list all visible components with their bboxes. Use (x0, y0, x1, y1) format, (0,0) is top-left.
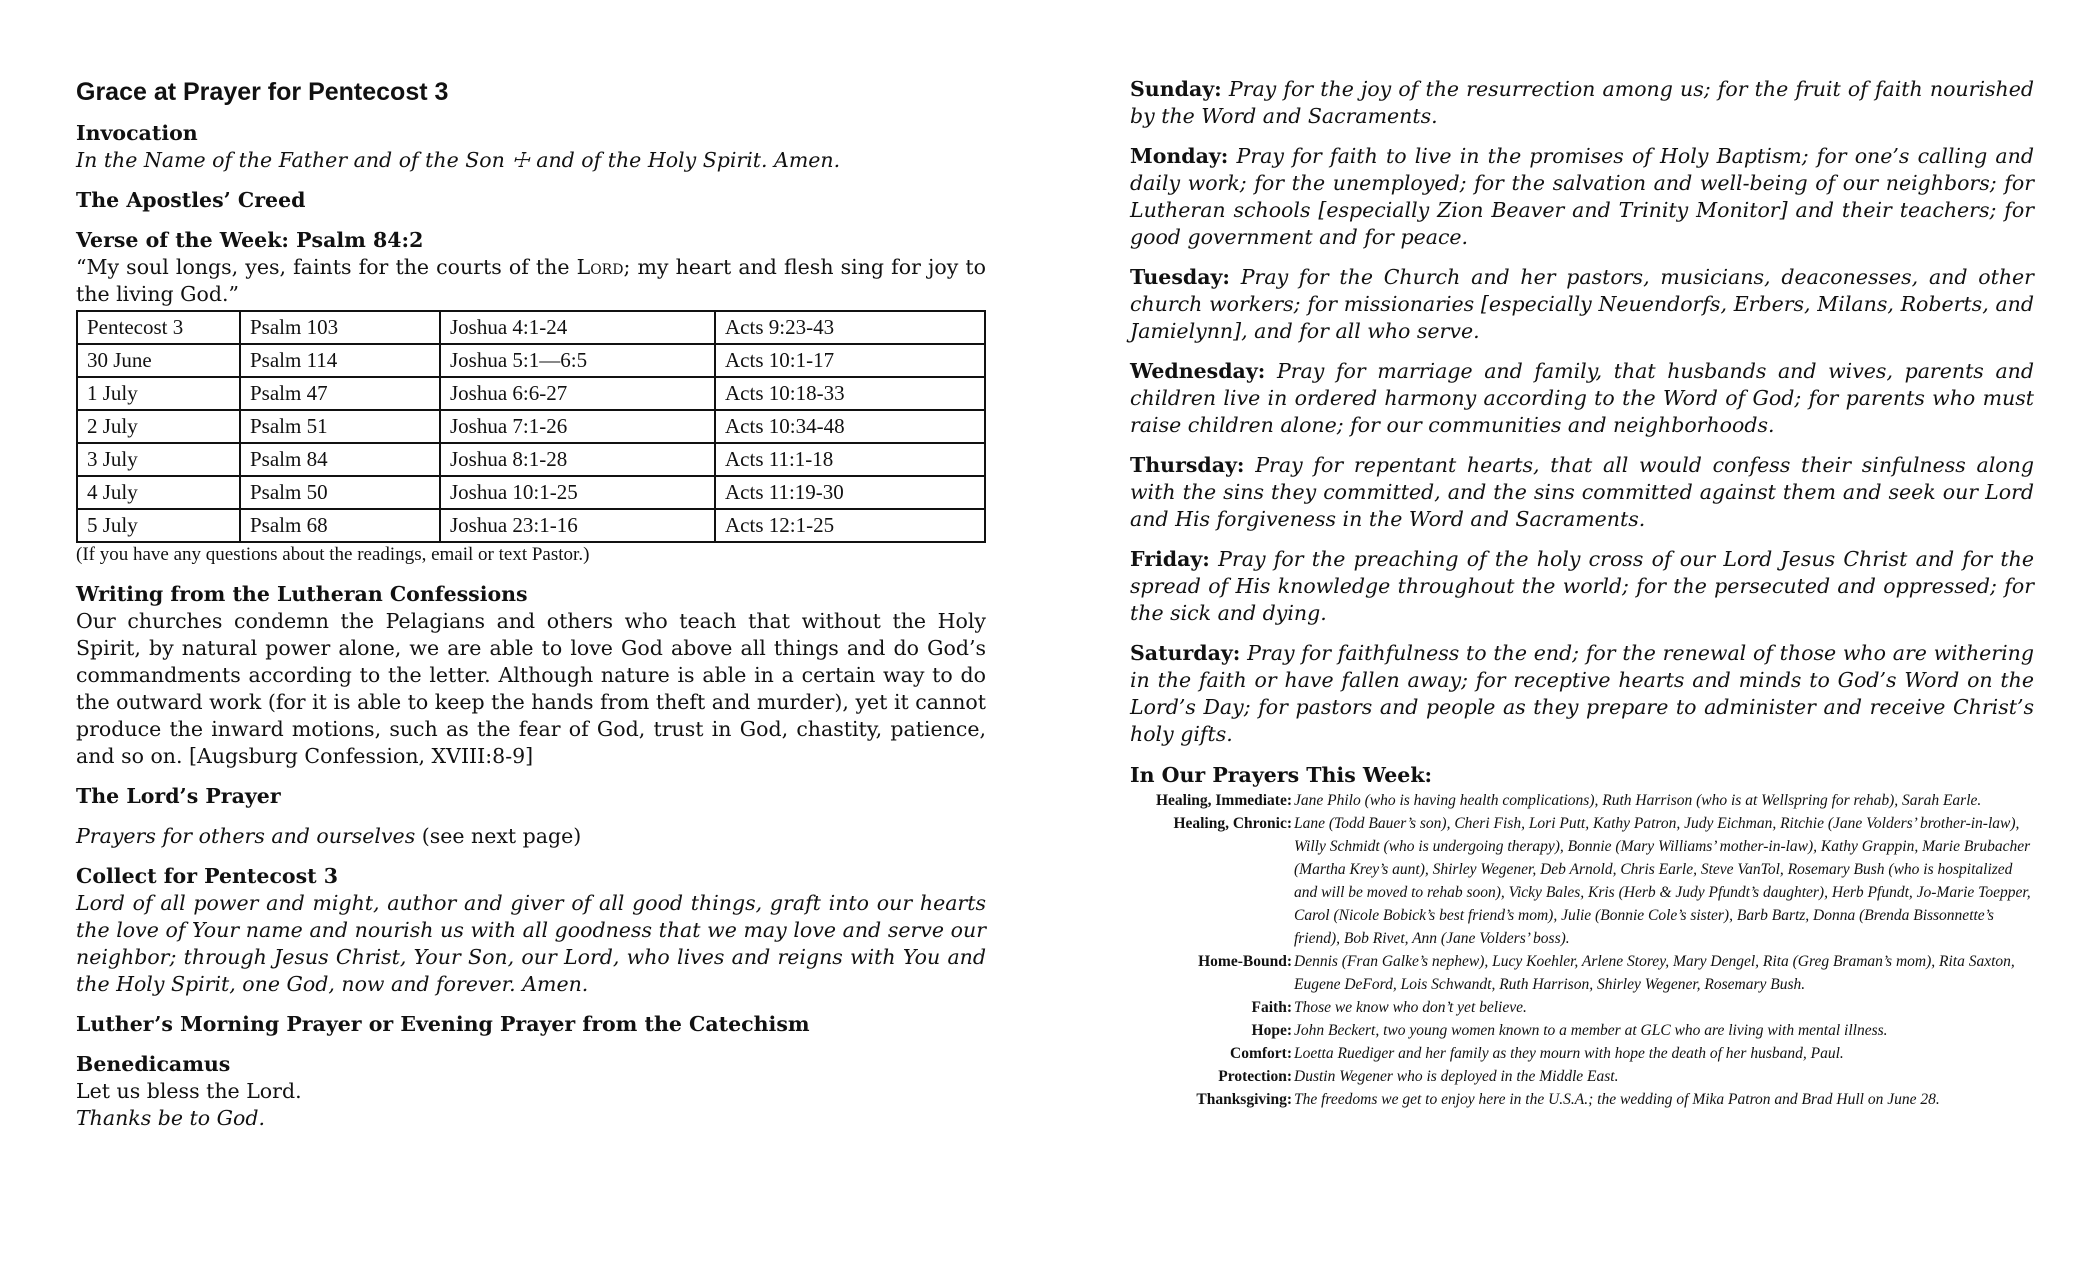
benedicamus-line-1: Let us bless the Lord. (76, 1079, 302, 1103)
left-page (76, 0, 986, 1275)
table-cell: Psalm 103 (240, 311, 440, 344)
table-cell: 4 July (77, 476, 240, 509)
verse-lord: Lord (576, 255, 624, 279)
table-cell: Joshua 5:1—6:5 (440, 344, 715, 377)
day-prayer-text: Pray for the preaching of the holy cross of our Lord Jesus Christ and for the spread of His knowledge throughout the world; for the persecuted and oppressed; for the sick and dying. (1130, 547, 2034, 625)
table-cell: Joshua 8:1-28 (440, 443, 715, 476)
readings-table (76, 310, 986, 543)
confessions-text: Our churches condemn the Pelagians and others who teach that without the Holy Spirit, by natural power alone, we are able to love God above all things and do God’s commandments according to the letter. Although nature is able in a certain way to do the outward work (for it is able to keep the hands from theft and murder), yet it cannot produce the inward motions, such as the fear of God, trust in God, chastity, patience, and so on. [Augsburg Confession, XVIII:8-9] (76, 609, 986, 768)
table-cell: 2 July (77, 410, 240, 443)
day-label: Sunday: (1130, 77, 1222, 101)
verse-text-after: ; my heart and flesh sing for joy to the living God.” (76, 255, 986, 306)
table-cell: Psalm 84 (240, 443, 440, 476)
invocation-section (76, 120, 986, 174)
table-row (77, 443, 985, 476)
prayer-list-row (1130, 950, 2034, 996)
day-prayer-text: Pray for faith to live in the promises of Holy Baptism; for one’s calling and daily work; for the unemployed; for the salvation and well-being of our neighbors; for Lutheran schools [especially Zion Beaver and Trinity Monitor] and their teachers; for good government and for peace. (1130, 144, 2034, 249)
daily-prayer-item (1130, 358, 2034, 439)
daily-prayer-item (1130, 452, 2034, 533)
prayer-list-row (1130, 996, 2034, 1019)
table-cell: Acts 11:19-30 (715, 476, 985, 509)
prayer-names: Loetta Ruediger and her family as they mourn with hope the death of her husband, Paul. (1294, 1045, 1844, 1062)
table-row (77, 344, 985, 377)
prayer-names: Lane (Todd Bauer’s son), Cheri Fish, Lori Putt, Kathy Patron, Judy Eichman, Ritchie (Jane Volders’ brother-in-law), Willy Schmidt (who is undergoing therapy), Bonnie (Mary Williams’ mother-in-law), Kathy Grappin, Marie Brubacher (Martha Krey’s aunt), Shirley Wegener, Deb Arnold, Chris Earle, Steve VanTol, Rosemary Bush (who is hospitalized and will be moved to rehab soon), Vicky Bales, Kris (Herb & Judy Pfundt’s daughter), Herb Pfundt, Jo-Marie Toepper, Carol (Nicole Bobick’s best friend’s mom), Julie (Bonnie Cole’s sister), Barb Bartz, Donna (Brenda Bissonnette’s friend), Bob Rivet, Ann (Jane Volders’ boss). (1294, 815, 2031, 947)
prayer-category-label: Home-Bound: (1198, 953, 1292, 970)
table-cell: 5 July (77, 509, 240, 542)
luther-heading: Luther’s Morning Prayer or Evening Prayer from the Catechism (76, 1012, 810, 1036)
table-row (77, 509, 985, 542)
table-cell: Psalm 114 (240, 344, 440, 377)
day-prayer-text: Pray for repentant hearts, that all would confess their sinfulness along with the sins they committed, and the sins committed against them and seek our Lord and His forgiveness in the Word and Sacraments. (1130, 453, 2034, 531)
table-cell: 1 July (77, 377, 240, 410)
table-cell: 30 June (77, 344, 240, 377)
invocation-text: In the Name of the Father and of the Son ☩ and of the Holy Spirit. Amen. (76, 148, 841, 172)
creed-heading: The Apostles’ Creed (76, 188, 306, 212)
prayer-category-label: Faith: (1251, 999, 1292, 1016)
table-cell: Joshua 10:1-25 (440, 476, 715, 509)
prayer-list (1130, 789, 2034, 1111)
prayers-line (76, 823, 986, 850)
readings-note: (If you have any questions about the readings, email or text Pastor.) (76, 544, 590, 565)
right-content (1130, 76, 2034, 1111)
confessions-section (76, 581, 986, 770)
prayer-category-label: Healing, Immediate: (1155, 792, 1292, 809)
table-cell: Acts 10:34-48 (715, 410, 985, 443)
prayer-category-label: Protection: (1218, 1068, 1292, 1085)
day-prayer-text: Pray for the joy of the resurrection among us; for the fruit of faith nourished by the Word and Sacraments. (1130, 77, 2034, 128)
day-label: Friday: (1130, 547, 1210, 571)
table-row (77, 377, 985, 410)
day-label: Wednesday: (1130, 359, 1266, 383)
verse-text (76, 254, 986, 308)
day-label: Monday: (1130, 144, 1229, 168)
prayer-list-row (1130, 1065, 2034, 1088)
table-cell: Psalm 47 (240, 377, 440, 410)
prayer-category-label: Thanksgiving: (1196, 1091, 1292, 1108)
collect-text: Lord of all power and might, author and giver of all good things, graft into our hearts the love of Your name and nourish us with all goodness that we may love and serve our neighbor; through Jesus Christ, Your Son, our Lord, who lives and reigns with You and the Holy Spirit, one God, now and forever. Amen. (76, 891, 986, 996)
table-cell: Acts 10:1-17 (715, 344, 985, 377)
daily-prayer-item (1130, 546, 2034, 627)
table-cell: Joshua 6:6-27 (440, 377, 715, 410)
verse-text-before: “My soul longs, yes, faints for the courts of the (76, 255, 577, 279)
table-cell: Acts 9:23-43 (715, 311, 985, 344)
daily-prayers (1130, 76, 2034, 748)
daily-prayer-item (1130, 143, 2034, 251)
table-cell: Joshua 23:1-16 (440, 509, 715, 542)
verse-heading: Verse of the Week: Psalm 84:2 (76, 228, 424, 252)
prayer-category-label: Hope: (1251, 1022, 1292, 1039)
daily-prayer-item (1130, 76, 2034, 130)
left-content (76, 120, 986, 1132)
day-label: Saturday: (1130, 641, 1241, 665)
collect-heading: Collect for Pentecost 3 (76, 864, 339, 888)
prayers-line-italic: Prayers for others and ourselves (76, 824, 416, 848)
day-prayer-text: Pray for marriage and family, that husbands and wives, parents and children live in ordered harmony according to the Word of God; for parents who must raise children alone; for our communities and neighborhoods. (1130, 359, 2034, 437)
page-title: Grace at Prayer for Pentecost 3 (76, 78, 449, 106)
table-cell: Acts 12:1-25 (715, 509, 985, 542)
lords-prayer-heading: The Lord’s Prayer (76, 784, 281, 808)
prayer-list-row (1130, 789, 2034, 812)
prayer-names: Those we know who don’t yet believe. (1294, 999, 1527, 1016)
prayer-names: Dennis (Fran Galke’s nephew), Lucy Koehler, Arlene Storey, Mary Dengel, Rita (Greg Braman’s mom), Rita Saxton, Eugene DeFord, Lois Schwandt, Ruth Harrison, Shirley Wegener, Rosemary Bush. (1294, 953, 2015, 993)
readings-body (77, 311, 985, 542)
table-cell: Psalm 50 (240, 476, 440, 509)
prayer-list-row (1130, 1088, 2034, 1111)
day-label: Thursday: (1130, 453, 1245, 477)
prayer-list-row (1130, 1042, 2034, 1065)
prayer-category-label: Comfort: (1230, 1045, 1292, 1062)
table-cell: Acts 10:18-33 (715, 377, 985, 410)
prayer-names: The freedoms we get to enjoy here in the U.S.A.; the wedding of Mika Patron and Brad Hull on June 28. (1294, 1091, 1940, 1108)
table-cell: Joshua 7:1-26 (440, 410, 715, 443)
benedicamus-heading: Benedicamus (76, 1052, 231, 1076)
prayer-names: John Beckert, two young women known to a member at GLC who are living with mental illness. (1294, 1022, 1888, 1039)
prayer-list-row (1130, 812, 2034, 950)
day-prayer-text: Pray for the Church and her pastors, musicians, deaconesses, and other church workers; for missionaries [especially Neuendorfs, Erbers, Milans, Roberts, and Jamielynn], and for all who serve. (1130, 265, 2034, 343)
prayer-list-row (1130, 1019, 2034, 1042)
collect-section (76, 863, 986, 998)
prayers-line-normal: (see next page) (415, 824, 582, 848)
creed-section (76, 187, 986, 214)
verse-section (76, 227, 986, 308)
table-cell: 3 July (77, 443, 240, 476)
table-cell: Joshua 4:1-24 (440, 311, 715, 344)
prayer-category-label: Healing, Chronic: (1173, 815, 1292, 832)
table-row (77, 410, 985, 443)
lords-prayer-section (76, 783, 986, 810)
invocation-heading: Invocation (76, 121, 198, 145)
day-prayer-text: Pray for faithfulness to the end; for the renewal of those who are withering in the faith or have fallen away; for receptive hearts and minds to God’s Word on the Lord’s Day; for pastors and people as they prepare to administer and receive Christ’s holy gifts. (1130, 641, 2034, 746)
benedicamus-section (76, 1051, 986, 1132)
table-cell: Psalm 68 (240, 509, 440, 542)
daily-prayer-item (1130, 264, 2034, 345)
table-row (77, 311, 985, 344)
prayer-names: Jane Philo (who is having health complications), Ruth Harrison (who is at Wellspring for rehab), Sarah Earle. (1294, 792, 1982, 809)
daily-prayer-item (1130, 640, 2034, 748)
benedicamus-line-2: Thanks be to God. (76, 1106, 265, 1130)
table-cell: Psalm 51 (240, 410, 440, 443)
table-cell: Pentecost 3 (77, 311, 240, 344)
confessions-heading: Writing from the Lutheran Confessions (76, 582, 528, 606)
right-page (1130, 0, 2034, 1275)
prayer-names: Dustin Wegener who is deployed in the Middle East. (1294, 1068, 1619, 1085)
prayers-heading: In Our Prayers This Week: (1130, 763, 1433, 787)
table-row (77, 476, 985, 509)
day-label: Tuesday: (1130, 265, 1230, 289)
table-cell: Acts 11:1-18 (715, 443, 985, 476)
luther-section (76, 1011, 986, 1038)
